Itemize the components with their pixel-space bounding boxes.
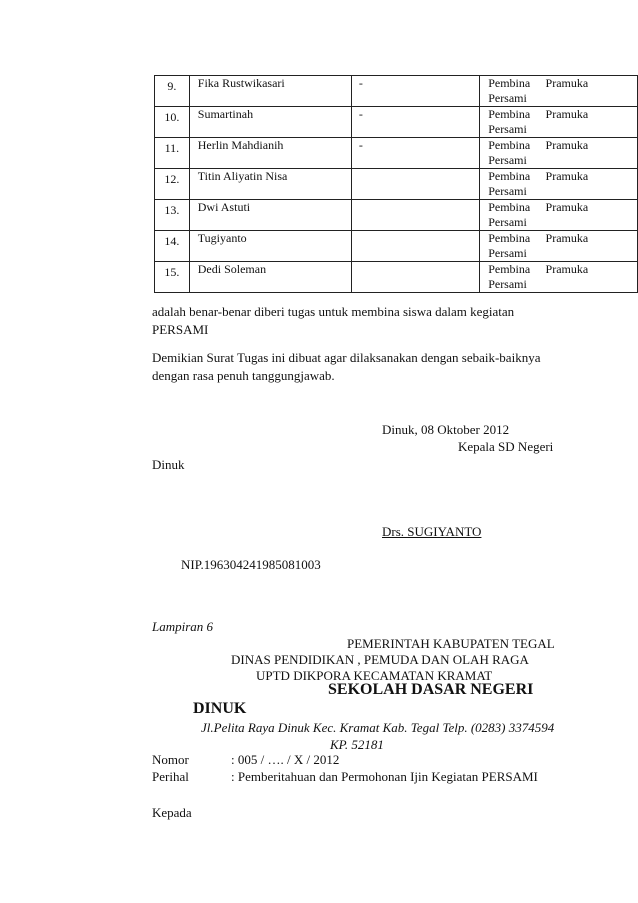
table-row: [155, 107, 638, 138]
member-name-cell: [189, 231, 351, 262]
member-name-cell: [189, 76, 351, 107]
body-paragraph-1-line-1: adalah benar-benar diberi tugas untuk membina siswa dalam kegiatan: [152, 304, 515, 319]
letterhead-line-2: DINAS PENDIDIKAN , PEMUDA DAN OLAH RAGA: [231, 652, 529, 667]
assignment-word-3: Persami: [488, 184, 527, 198]
role-cell: [351, 107, 479, 138]
school-name: SEKOLAH DASAR NEGERI: [328, 681, 534, 698]
table-row: [155, 200, 638, 231]
assignment-word-3: Persami: [488, 153, 527, 167]
school-address: Jl.Pelita Raya Dinuk Kec. Kramat Kab. Tegal Telp. (0283) 3374594: [201, 720, 555, 735]
assignment-word-3: Persami: [488, 91, 527, 105]
assignment-cell: [480, 262, 638, 293]
row-number-cell: [155, 200, 190, 231]
role-cell: [351, 76, 479, 107]
assignment-cell: [480, 200, 638, 231]
signatory-nip: NIP.196304241985081003: [181, 557, 321, 572]
member-name: Fika Rustwikasari: [197, 76, 285, 90]
assignment-word-2: Pramuka: [545, 76, 589, 90]
attachment-label: Lampiran 6: [152, 619, 214, 634]
member-name: Sumartinah: [197, 107, 254, 121]
school-postal-code: KP. 52181: [330, 737, 384, 752]
signature-title: Kepala SD Negeri: [458, 439, 554, 454]
table-row: [155, 262, 638, 293]
assignment-word-1: Pembina: [488, 231, 531, 245]
member-role: -: [358, 76, 363, 90]
row-number: 15.: [164, 265, 180, 279]
assignment-word-2: Pramuka: [545, 262, 589, 276]
assignment-word-2: Pramuka: [545, 169, 589, 183]
signature-place-date: Dinuk, 08 Oktober 2012: [382, 422, 510, 437]
member-role: -: [358, 107, 363, 121]
row-number-cell: [155, 138, 190, 169]
body-paragraph-2-line-1: Demikian Surat Tugas ini dibuat agar dilaksanakan dengan sebaik-baiknya: [152, 350, 541, 365]
body-paragraph-2-line-2: dengan rasa penuh tanggungjawab.: [152, 368, 335, 383]
assignment-word-1: Pembina: [488, 200, 531, 214]
assignment-cell: [480, 76, 638, 107]
table-row: [155, 169, 638, 200]
row-number: 12.: [164, 172, 180, 186]
role-cell: [351, 262, 479, 293]
member-name: Herlin Mahdianih: [197, 138, 284, 152]
row-number: 11.: [164, 141, 180, 155]
nomor-value: : 005 / …. / X / 2012: [231, 752, 340, 767]
row-number-cell: [155, 231, 190, 262]
signature-title-continued: Dinuk: [152, 457, 185, 472]
assignment-word-1: Pembina: [488, 138, 531, 152]
member-name: Dedi Soleman: [197, 262, 267, 276]
assignment-word-2: Pramuka: [545, 138, 589, 152]
assignment-word-1: Pembina: [488, 76, 531, 90]
assignment-cell: [480, 231, 638, 262]
nomor-label: Nomor: [152, 752, 189, 767]
assignment-cell: [480, 138, 638, 169]
assignment-cell: [480, 107, 638, 138]
row-number-cell: [155, 262, 190, 293]
role-cell: [351, 200, 479, 231]
row-number: 13.: [164, 203, 180, 217]
row-number-cell: [155, 76, 190, 107]
assignment-cell: [480, 169, 638, 200]
assignment-word-1: Pembina: [488, 107, 531, 121]
assignment-word-3: Persami: [488, 277, 527, 291]
row-number-cell: [155, 107, 190, 138]
assignment-word-3: Persami: [488, 246, 527, 260]
letterhead-line-3: UPTD DIKPORA KECAMATAN KRAMAT: [256, 668, 493, 683]
recipient-label: Kepada: [152, 805, 192, 820]
assignment-word-3: Persami: [488, 122, 527, 136]
member-name-cell: [189, 200, 351, 231]
perihal-value: : Pemberitahuan dan Permohonan Ijin Kegiatan PERSAMI: [231, 769, 538, 784]
role-cell: [351, 138, 479, 169]
row-number: 10.: [164, 110, 180, 124]
member-name: Dwi Astuti: [197, 200, 251, 214]
role-cell: [351, 169, 479, 200]
table-row: [155, 76, 638, 107]
assignment-word-2: Pramuka: [545, 107, 589, 121]
row-number-cell: [155, 169, 190, 200]
assignment-word-3: Persami: [488, 215, 527, 229]
perihal-label: Perihal: [152, 769, 189, 784]
assignment-word-1: Pembina: [488, 262, 531, 276]
school-name-continued: DINUK: [193, 700, 247, 717]
table-row: [155, 138, 638, 169]
member-role: -: [358, 138, 363, 152]
assignment-word-2: Pramuka: [545, 200, 589, 214]
letterhead-line-1: PEMERINTAH KABUPATEN TEGAL: [347, 636, 555, 651]
member-name-cell: [189, 169, 351, 200]
table-row: [155, 231, 638, 262]
row-number: 14.: [164, 234, 180, 248]
member-name-cell: [189, 107, 351, 138]
task-table: [154, 75, 638, 293]
member-name-cell: [189, 262, 351, 293]
row-number: 9.: [167, 79, 177, 93]
member-name: Tugiyanto: [197, 231, 247, 245]
role-cell: [351, 231, 479, 262]
body-paragraph-1-line-2: PERSAMI: [152, 322, 209, 337]
signatory-name: Drs. SUGIYANTO: [382, 524, 482, 539]
member-name: Titin Aliyatin Nisa: [197, 169, 288, 183]
assignment-word-2: Pramuka: [545, 231, 589, 245]
assignment-word-1: Pembina: [488, 169, 531, 183]
member-name-cell: [189, 138, 351, 169]
